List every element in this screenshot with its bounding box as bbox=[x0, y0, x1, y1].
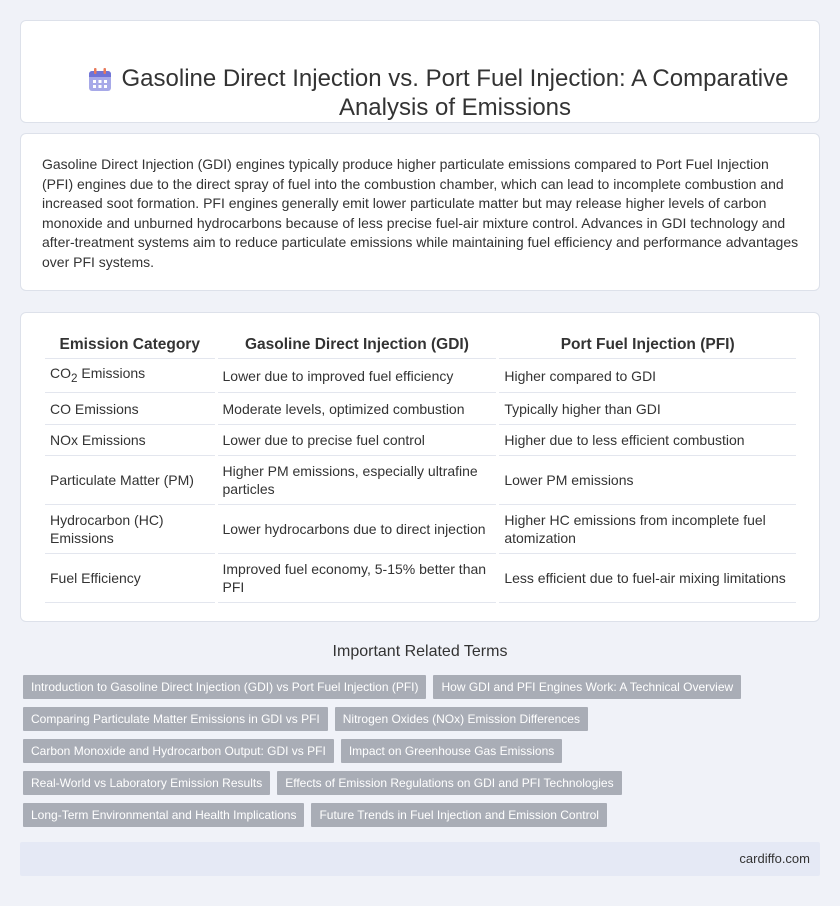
comparison-table-card bbox=[20, 312, 820, 622]
header-emission-category: Emission Category bbox=[45, 332, 215, 359]
category-cell: Fuel Efficiency bbox=[45, 554, 215, 603]
category-subscript: 2 bbox=[71, 371, 78, 385]
category-cell: Particulate Matter (PM) bbox=[45, 456, 215, 505]
related-term-link[interactable]: Impact on Greenhouse Gas Emissions bbox=[341, 739, 562, 763]
title-card bbox=[20, 20, 820, 123]
table-row bbox=[45, 359, 796, 393]
intro-paragraph: Gasoline Direct Injection (GDI) engines typically produce higher particulate emissions compared to Port Fuel Injection (PFI) engines due to the direct spray of fuel into the combustion chamber, which can lead to incomplete combustion and increased soot formation. PFI engines generally emit lower particulate matter but may release higher levels of carbon monoxide and unburned hydrocarbons because of less precise fuel-air mixture control. Advances in GDI technology and after-treatment systems aim to reduce particulate emissions while maintaining fuel efficiency and performance advantages over PFI systems. bbox=[42, 156, 799, 270]
gdi-cell: Moderate levels, optimized combustion bbox=[218, 393, 497, 425]
category-text: CO bbox=[50, 364, 71, 381]
gdi-cell: Lower due to improved fuel efficiency bbox=[218, 359, 497, 393]
pfi-cell: Typically higher than GDI bbox=[499, 393, 796, 425]
header-gdi: Gasoline Direct Injection (GDI) bbox=[218, 332, 497, 359]
gdi-cell: Lower due to precise fuel control bbox=[218, 425, 497, 456]
comparison-table bbox=[42, 332, 799, 603]
related-term-link[interactable]: Carbon Monoxide and Hydrocarbon Output: GDI vs PFI bbox=[23, 739, 334, 763]
pfi-cell: Higher due to less efficient combustion bbox=[499, 425, 796, 456]
calendar-icon bbox=[87, 67, 113, 93]
related-term-link[interactable]: Nitrogen Oxides (NOx) Emission Differences bbox=[335, 707, 588, 731]
pfi-cell: Lower PM emissions bbox=[499, 456, 796, 505]
related-term-link[interactable]: Comparing Particulate Matter Emissions in GDI vs PFI bbox=[23, 707, 328, 731]
related-term-link[interactable]: Effects of Emission Regulations on GDI and PFI Technologies bbox=[277, 771, 621, 795]
pfi-cell: Less efficient due to fuel-air mixing limitations bbox=[499, 554, 796, 603]
page-title: Gasoline Direct Injection vs. Port Fuel Injection: A Comparative Analysis of Emissions bbox=[121, 65, 789, 121]
related-terms-list bbox=[23, 675, 813, 827]
table-row bbox=[45, 393, 796, 425]
category-cell bbox=[45, 359, 215, 393]
table-row bbox=[45, 505, 796, 554]
related-term-link[interactable]: Future Trends in Fuel Injection and Emission Control bbox=[311, 803, 606, 827]
related-terms-heading: Important Related Terms bbox=[332, 643, 508, 660]
footer bbox=[20, 842, 820, 876]
table-row bbox=[45, 554, 796, 603]
table-row bbox=[45, 456, 796, 505]
gdi-cell: Higher PM emissions, especially ultrafine particles bbox=[218, 456, 497, 505]
related-term-link[interactable]: Real-World vs Laboratory Emission Results bbox=[23, 771, 270, 795]
related-term-link[interactable]: Introduction to Gasoline Direct Injection (GDI) vs Port Fuel Injection (PFI) bbox=[23, 675, 426, 699]
gdi-cell: Improved fuel economy, 5-15% better than PFI bbox=[218, 554, 497, 603]
pfi-cell: Higher HC emissions from incomplete fuel atomization bbox=[499, 505, 796, 554]
category-cell: CO Emissions bbox=[45, 393, 215, 425]
header-pfi: Port Fuel Injection (PFI) bbox=[499, 332, 796, 359]
related-term-link[interactable]: Long-Term Environmental and Health Implications bbox=[23, 803, 304, 827]
table-row bbox=[45, 425, 796, 456]
intro-card bbox=[20, 133, 820, 291]
footer-site-link[interactable]: cardiffo.com bbox=[739, 851, 810, 866]
category-cell: Hydrocarbon (HC) Emissions bbox=[45, 505, 215, 554]
category-cell: NOx Emissions bbox=[45, 425, 215, 456]
related-term-link[interactable]: How GDI and PFI Engines Work: A Technical Overview bbox=[433, 675, 741, 699]
category-suffix: Emissions bbox=[77, 364, 146, 381]
table-header-row bbox=[45, 332, 796, 359]
gdi-cell: Lower hydrocarbons due to direct injection bbox=[218, 505, 497, 554]
pfi-cell: Higher compared to GDI bbox=[499, 359, 796, 393]
